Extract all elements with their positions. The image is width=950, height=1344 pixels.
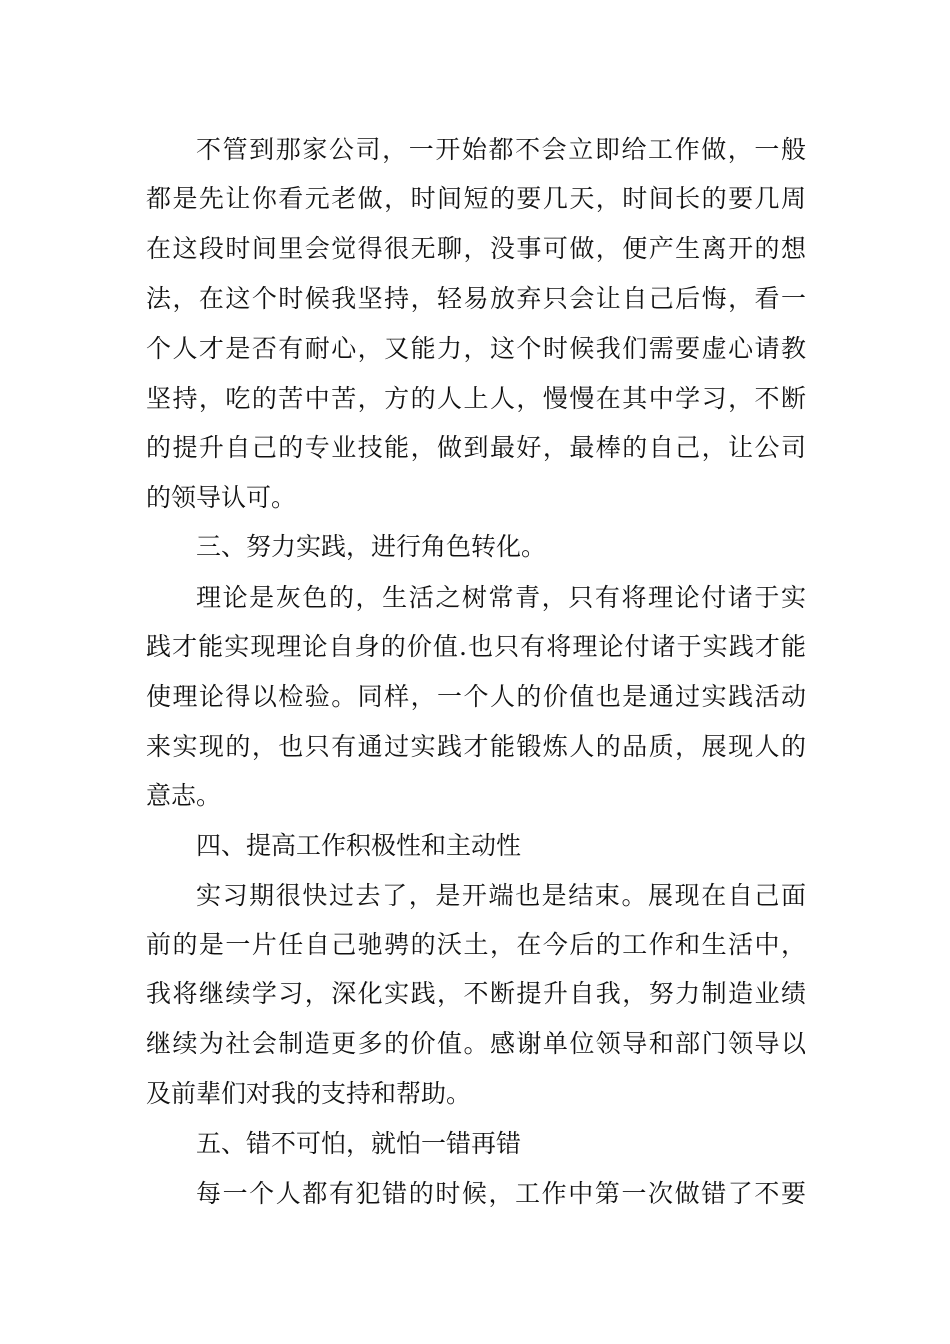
section-heading: 五、错不可怕，就怕一错再错	[196, 1129, 522, 1158]
paragraph-line: 坚持，吃的苦中苦，方的人上人，慢慢在其中学习，不断	[146, 384, 806, 413]
paragraph-line: 来实现的，也只有通过实践才能锻炼人的品质，展现人的	[146, 732, 806, 761]
paragraph-line: 意志。	[146, 781, 222, 810]
paragraph-line: 实习期很快过去了，是开端也是结束。展现在自己面	[196, 881, 806, 910]
paragraph-line: 在这段时间里会觉得很无聊，没事可做，便产生离开的想	[146, 234, 806, 263]
paragraph-line: 的提升自己的专业技能，做到最好，最棒的自己，让公司	[146, 433, 806, 462]
paragraph-line: 不管到那家公司，一开始都不会立即给工作做，一般	[196, 135, 806, 164]
paragraph-line: 个人才是否有耐心，又能力，这个时候我们需要虚心请教	[146, 334, 806, 363]
paragraph-line: 践才能实现理论自身的价值.也只有将理论付诸于实践才能	[146, 632, 806, 661]
paragraph-line: 及前辈们对我的支持和帮助。	[146, 1079, 472, 1108]
paragraph-line: 每一个人都有犯错的时候，工作中第一次做错了不要	[196, 1179, 806, 1208]
paragraph-line: 使理论得以检验。同样，一个人的价值也是通过实践活动	[146, 682, 806, 711]
paragraph-line: 的领导认可。	[146, 483, 297, 512]
paragraph-line: 都是先让你看元老做，时间短的要几天，时间长的要几周	[146, 184, 806, 213]
section-heading: 四、提高工作积极性和主动性	[196, 831, 522, 860]
paragraph-line: 法，在这个时候我坚持，轻易放弃只会让自己后悔，看一	[146, 284, 806, 313]
section-heading: 三、努力实践，进行角色转化。	[196, 532, 547, 561]
paragraph-line: 我将继续学习，深化实践，不断提升自我，努力制造业绩	[146, 979, 806, 1008]
paragraph-line: 理论是灰色的，生活之树常青，只有将理论付诸于实	[196, 583, 806, 612]
paragraph-line: 前的是一片任自己驰骋的沃土，在今后的工作和生活中，	[146, 930, 806, 959]
paragraph-line: 继续为社会制造更多的价值。感谢单位领导和部门领导以	[146, 1029, 806, 1058]
